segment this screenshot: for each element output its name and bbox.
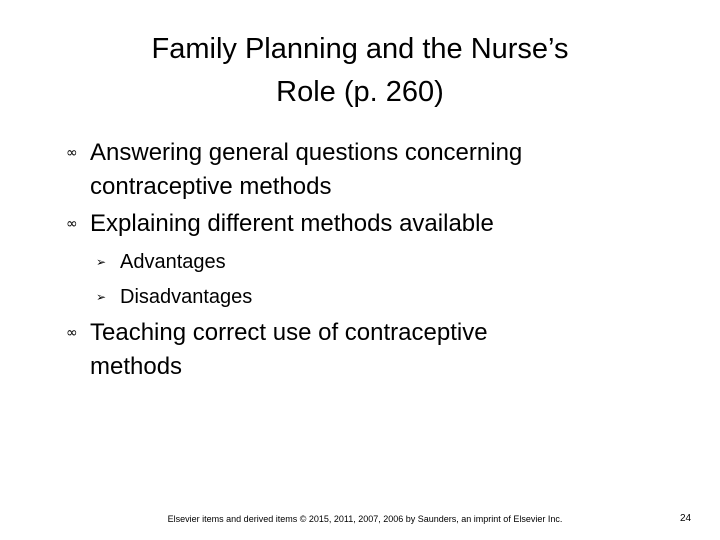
bullet-item [90,316,488,384]
bullet-item [90,136,522,204]
sub-bullet-item: Disadvantages [120,286,253,308]
page-number: 24 [680,513,692,524]
infinity-bullet-icon: ∞ [66,145,78,161]
sub-bullet-item: Advantages [120,251,226,273]
slide-title [60,28,660,114]
infinity-bullet-icon: ∞ [66,216,78,232]
title-line-1: Family Planning and the Nurse’s [151,33,569,65]
bullet-line: methods [90,353,183,380]
bullet-item [90,207,494,241]
title-line-2: Role (p. 260) [276,76,444,108]
infinity-bullet-icon: ∞ [66,325,78,341]
arrow-bullet-icon: ➢ [96,255,107,269]
copyright-footer: Elsevier items and derived items © 2015, 2011, 2007, 2006 by Saunders, an imprint of Elsevier Inc. [167,514,563,524]
arrow-bullet-icon: ➢ [96,290,107,304]
bullet-line: Teaching correct use of contraceptive [90,319,488,346]
bullet-line: Explaining different methods available [90,210,494,237]
bullet-line: Answering general questions concerning [90,139,523,166]
bullet-line: contraceptive methods [90,173,332,200]
